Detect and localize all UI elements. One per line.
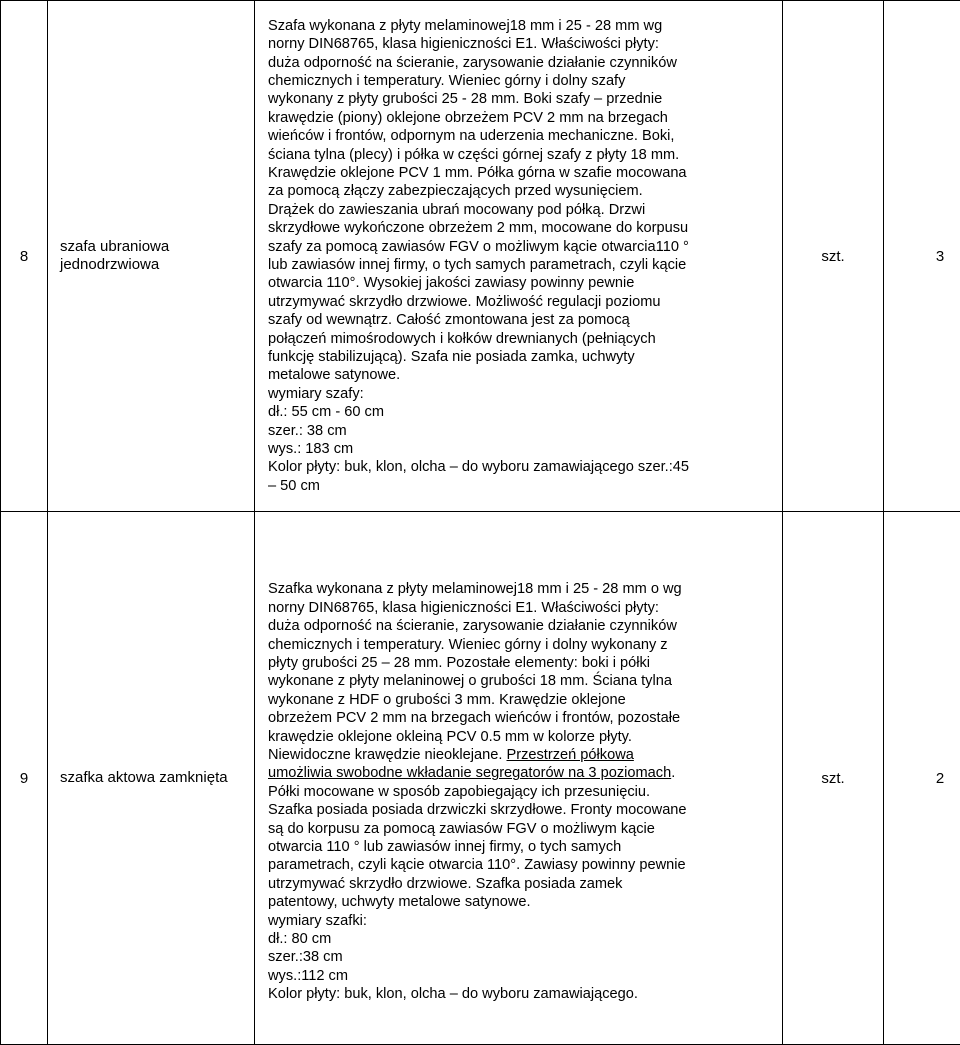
description-text: Szafka wykonana z płyty melaminowej18 mm i 25 - 28 mm o wg norny DIN68765, klasa higieniczności E1. Właściwości płyty: duża odporność na ścieranie, zarysowanie działanie czynników chemicznych i temperatury. Wieniec górny i dolny wykonany z płyty grubości 25 – 28 mm. Pozostałe elementy: boki i półki wykonane z płyty melaninowej o grubości 18 mm. Ściana tylna wykonane z HDF o grubości 3 mm. Krawędzie oklejone obrzeżem PCV 2 mm na brzegach wieńców i frontów, pozostałe krawędzie oklejone okleiną PCV 0.5 mm w kolorze płyty. Niewidoczne krawędzie nieoklejane. (268, 581, 682, 763)
item-unit: szt. (783, 1, 884, 512)
item-name: szafka aktowa zamknięta (48, 512, 255, 1045)
item-description-cell (255, 1, 783, 512)
item-name: szafa ubraniowa jednodrzwiowa (48, 1, 255, 512)
description-text: . Półki mocowane w sposób zapobiegający ich przesunięciu. Szafka posiada posiada drzwiczki skrzydłowe. Fronty mocowane są do korpusu za pomocą zawiasów FGV o możliwym kącie otwarcia 110 ° lub zawiasów innej firmy, o tych samych parametrach, czyli kącie otwarcia 110°. Zawiasy powinny pewnie utrzymywać skrzydło drzwiowe. Szafka posiada zamek patentowy, uchwyty metalowe satynowe. wymiary szafki: dł.: 80 cm szer.:38 cm wys.:112 cm Kolor płyty: buk, klon, olcha – do wyboru zamawiającego. (268, 765, 687, 1002)
item-unit: szt. (783, 512, 884, 1045)
row-number: 9 (1, 512, 48, 1045)
item-description-cell (255, 512, 783, 1045)
table-row (1, 1, 960, 512)
row-number: 8 (1, 1, 48, 512)
description-underlined-text: Przestrzeń półkowa umożliwia swobodne wkładanie segregatorów na 3 poziomach (268, 747, 671, 781)
table-row (1, 512, 960, 1045)
item-quantity: 3 (884, 1, 960, 512)
item-description: Szafa wykonana z płyty melaminowej18 mm i 25 - 28 mm wg norny DIN68765, klasa higieniczności E1. Właściwości płyty: duża odporność na ścieranie, zarysowanie działanie czynników chemicznych i temperatury. Wieniec górny i dolny szafy wykonany z płyty grubości 25 - 28 mm. Boki szafy – przednie krawędzie (piony) oklejone obrzeżem PCV 2 mm na brzegach wieńców i frontów, odpornym na uderzenia mechaniczne. Boki, ściana tylna (plecy) i półka w części górnej szafy z płyty 18 mm. Krawędzie oklejone PCV 1 mm. Półka górna w szafie mocowana za pomocą złączy zabezpieczających przed wysunięciem. Drążek do zawieszania ubrań mocowany pod półką. Drzwi skrzydłowe wykończone obrzeżem 2 mm, mocowane do korpusu szafy za pomocą zawiasów FGV o możliwym kącie otwarcia110 ° lub zawiasów innej firmy, o tych samych parametrach, czyli kącie otwarcia 110°. Wysokiej jakości zawiasy powinny pewnie utrzymywać skrzydło drzwiowe. Możliwość regulacji poziomu szafy od wewnątrz. Całość zmontowana jest za pomocą połączeń mimośrodowych i kołków drewnianych (pełniących funkcję stabilizującą). Szafa nie posiada zamka, uchwyty metalowe satynowe. wymiary szafy: dł.: 55 cm - 60 cm szer.: 38 cm wys.: 183 cm Kolor płyty: buk, klon, olcha – do wyboru zamawiającego szer.:45 – 50 cm (268, 17, 774, 496)
item-quantity: 2 (884, 512, 960, 1045)
item-description (268, 552, 774, 1003)
